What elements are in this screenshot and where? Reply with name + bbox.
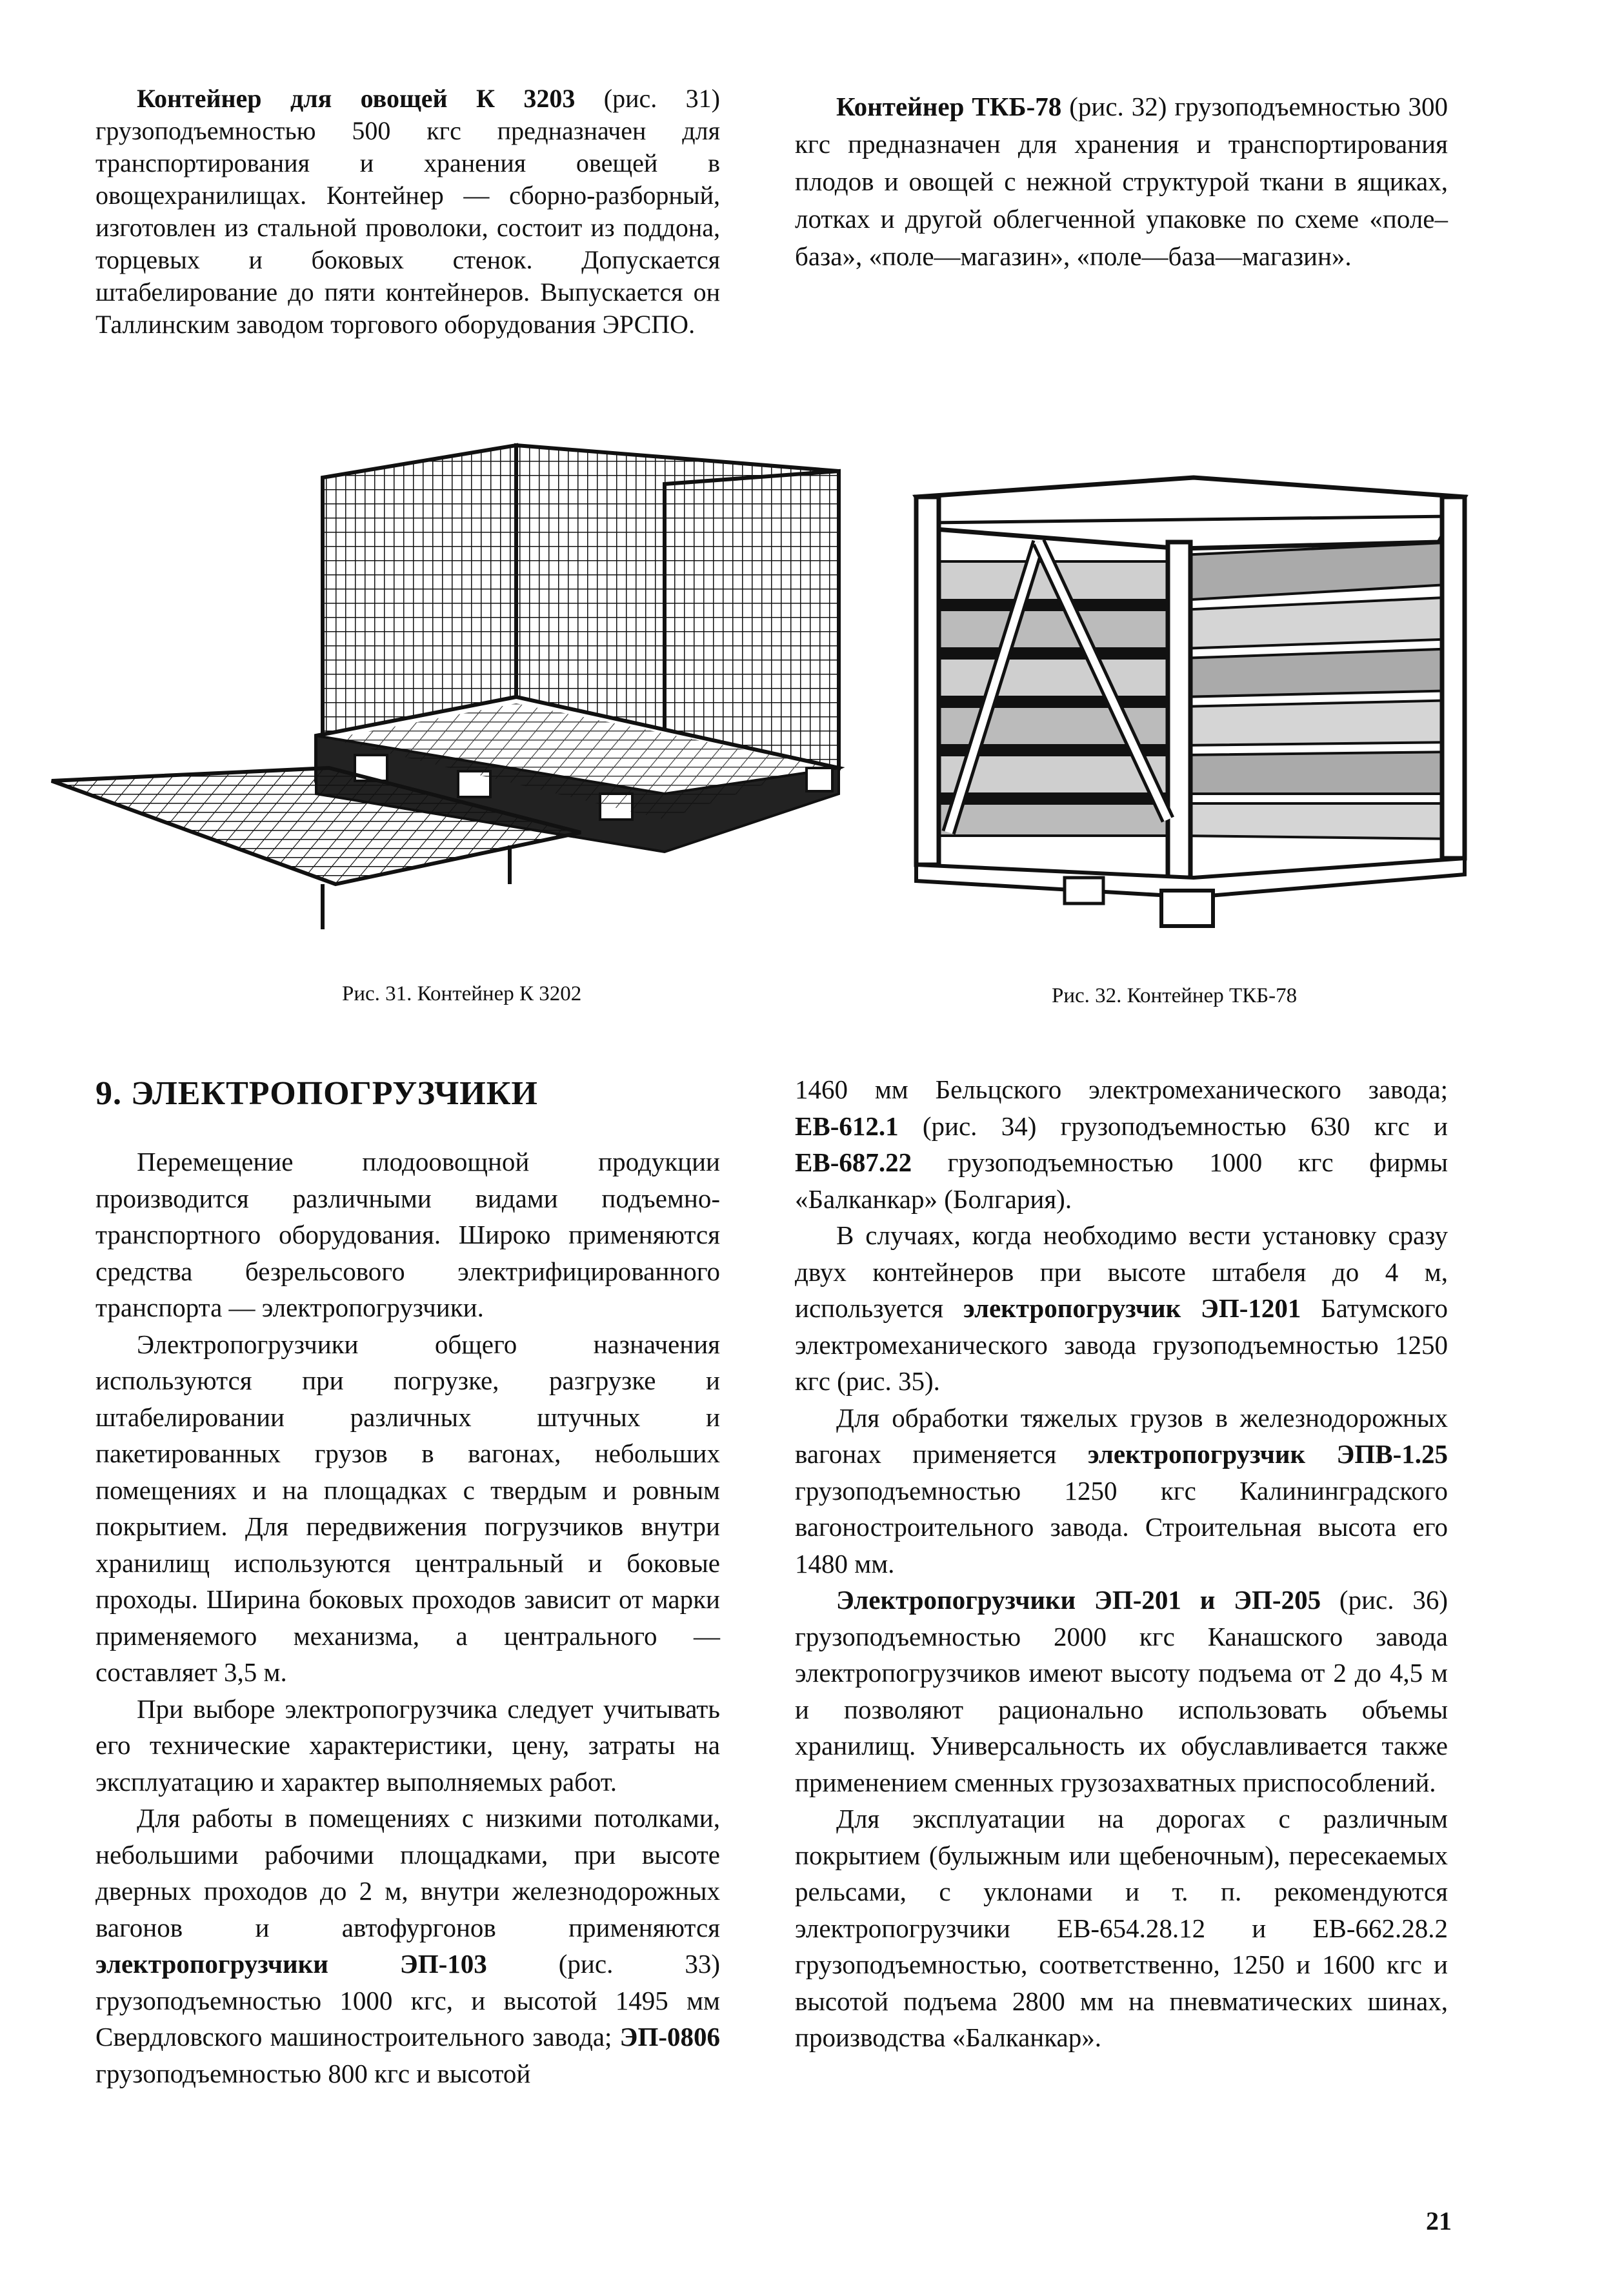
left-column bbox=[95, 1144, 720, 2092]
container-k3203-title: Контейнер для овощей К 3203 bbox=[137, 84, 576, 113]
left-paragraph-1: Перемещение плодоовощной продукции производится различными видами подъемно-транспортного оборудования. Широко применяются средства безрельсового электрифицированного транспорта — электропогрузчики. bbox=[95, 1147, 720, 1322]
right-paragraph-3: Для обработки тяжелых грузов в железнодорожных вагонах применяется электропогрузчик ЭПВ-1.25 грузоподъемностью 1250 кгс Калининградского вагоностроительного завода. Строительная высота его 1480 мм. bbox=[795, 1402, 1449, 1579]
section-heading: 9. ЭЛЕКТРОПОГРУЗЧИКИ bbox=[95, 1075, 538, 1112]
figure-32-wooden-container bbox=[910, 471, 1471, 936]
left-paragraph-2: Электропогрузчики общего назначения используются при погрузке, разгрузке и штабелировании различных штучных и пакетированных грузов в вагонах, небольших помещениях и на площадках с твердым и ровным покрытием. Для передвижения погрузчиков внутри хранилищ используются центральный и боковые проходы. Ширина боковых проходов зависит от марки применяемого механизма, а центрального — составляет 3,5 м. bbox=[95, 1329, 720, 1687]
page-number: 21 bbox=[1426, 2206, 1452, 2235]
right-column bbox=[795, 1071, 1448, 2056]
container-tkb78-title: Контейнер ТКБ-78 bbox=[836, 92, 1062, 121]
figure-31-caption: Рис. 31. Контейнер К 3202 bbox=[342, 982, 582, 1005]
left-paragraph-4: Для работы в помещениях с низкими потолками, небольшими рабочими площадками, при высоте дверных проходов до 2 м, внутри железнодорожных вагонов и автофургонов применяются электропогрузчики ЭП-103 (рис. 33) грузоподъемностью 1000 кгс, и высотой 1495 мм Свердловского машиностроительного завода; ЭП-0806 грузоподъемностью 800 кгс и высотой bbox=[95, 1803, 720, 2088]
figure-32-caption: Рис. 32. Контейнер ТКБ-78 bbox=[1052, 984, 1298, 1007]
right-paragraph-1: 1460 мм Бельцского электромеханического завода; ЕВ-612.1 (рис. 34) грузоподъемностью 630 кгс и ЕВ-687.22 грузоподъемностью 1000 кгс фирмы «Балканкар» (Болгария). bbox=[795, 1074, 1448, 1214]
right-paragraph-2: В случаях, когда необходимо вести установку сразу двух контейнеров при высоте штабеля до 4 м, используется электропогрузчик ЭП-1201 Батумского электромеханического завода грузоподъемностью 1250 кгс (рис. 35). bbox=[795, 1220, 1449, 1396]
right-paragraph-5: Для эксплуатации на дорогах с различным покрытием (булыжным или щебеночным), пересекаемых рельсами, с уклонами и т. п. рекомендуются электропогрузчики ЕВ-654.28.12 и ЕВ-662.28.2 грузоподъемностью, соответственно, 1250 и 1600 кгс и высотой подъема 2800 мм на пневматических шинах, производства «Балканкар». bbox=[795, 1804, 1448, 2052]
top-left-paragraph: Контейнер для овощей К 3203 (рис. 31) грузоподъемностью 500 кгс предназначен для транспортирования и хранения овещей в овощехранилищах. Контейнер — сборно-разборный, изготовлен из стальной проволоки, состоит из поддона, торцевых и боковых стенок. Допускается штабелирование до пяти контейнеров. Выпускается он Таллинским заводом торгового оборудования ЭРСПО. bbox=[95, 84, 720, 339]
figure-31-wire-container bbox=[45, 432, 858, 936]
left-paragraph-3: При выборе электропогрузчика следует учитывать его технические характеристики, цену, затраты на эксплуатацию и характер выполняемых работ. bbox=[95, 1693, 720, 1797]
top-right-paragraph: Контейнер ТКБ-78 (рис. 32) грузоподъемностью 300 кгс предназначен для хранения и транспортирования плодов и овощей с нежной структурой ткани в ящиках, лотках и другой облегченной упаковке по схеме «поле–база», «поле—магазин», «поле—база—магазин». bbox=[795, 92, 1448, 271]
right-paragraph-4: Электропогрузчики ЭП-201 и ЭП-205 (рис. 36) грузоподъемностью 2000 кгс Канашского завода электропогрузчиков имеют высоту подъема от 2 до 4,5 м и позволяют рационально использовать объемы хранилищ. Универсальность их обуславливается также применением сменных грузозахватных приспособлений. bbox=[795, 1585, 1448, 1797]
